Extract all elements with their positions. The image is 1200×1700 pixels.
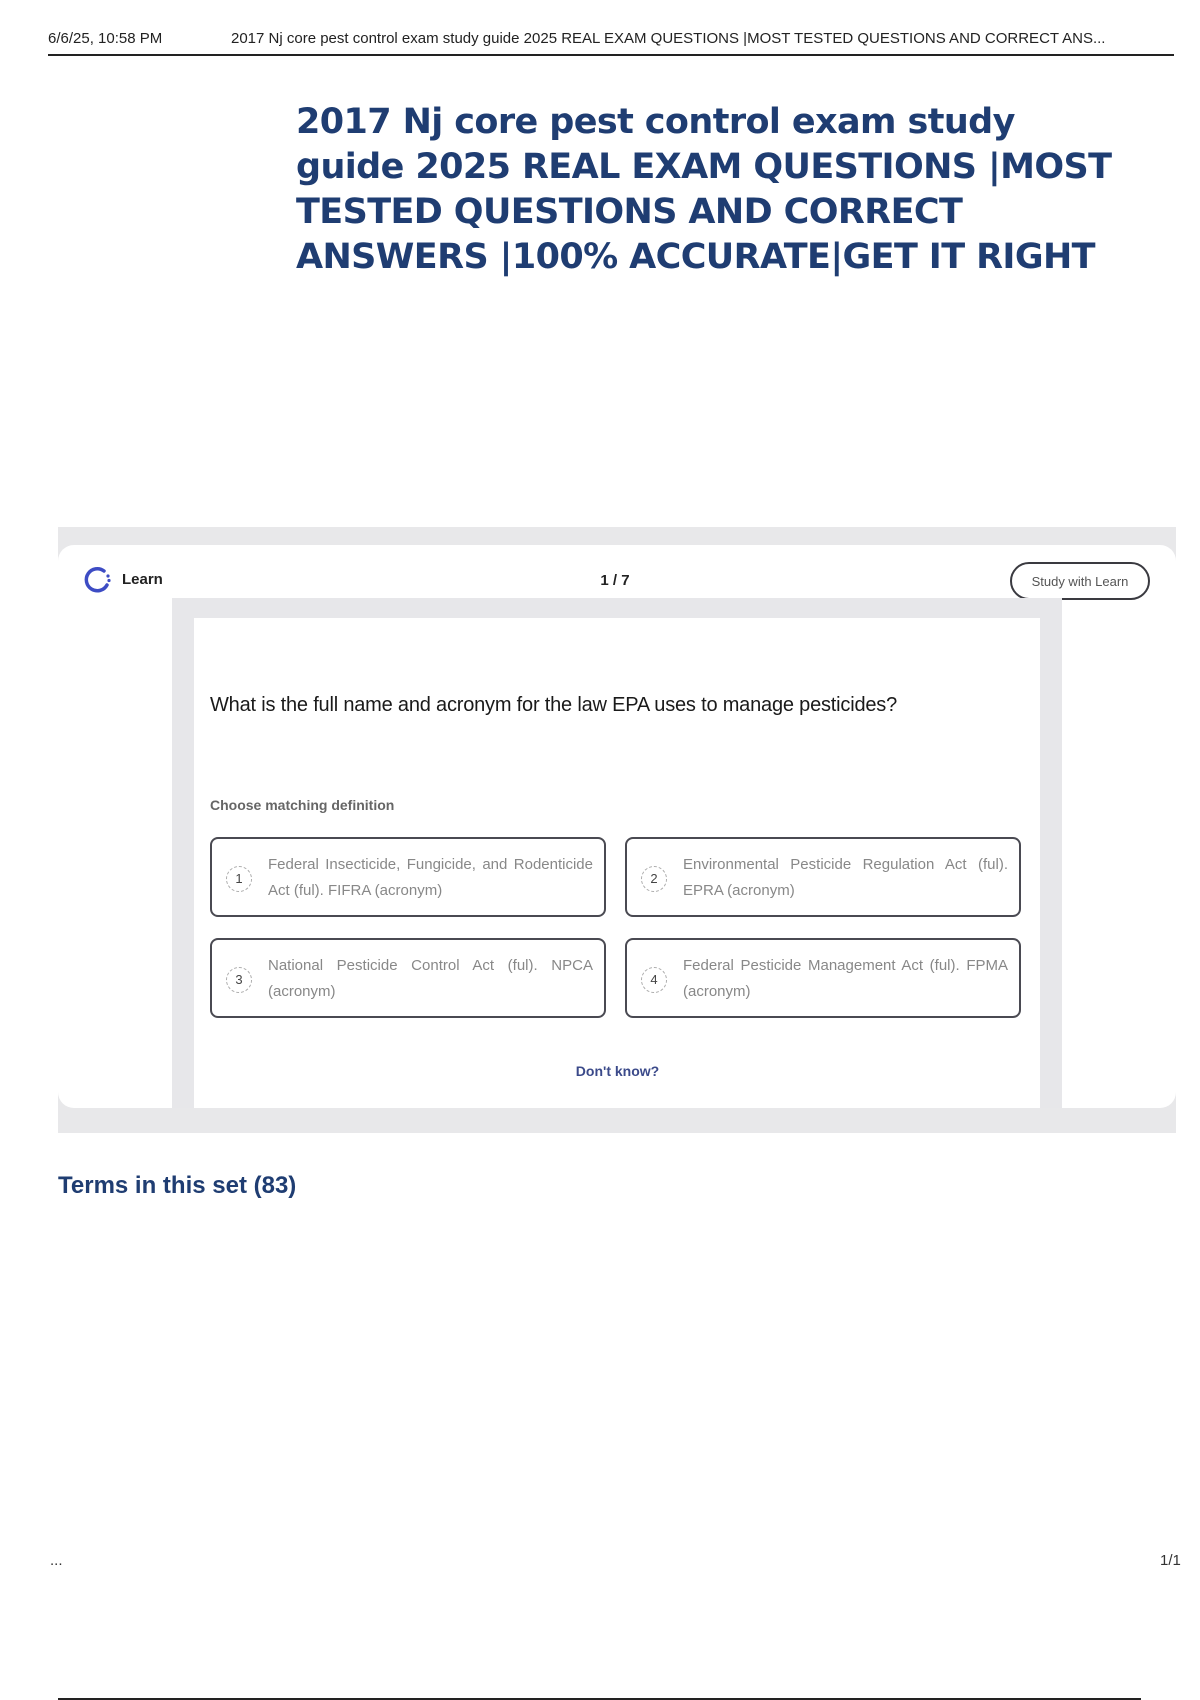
option-number-badge: 4: [641, 967, 667, 993]
answer-option-2[interactable]: [625, 837, 1021, 917]
print-footer-url: ...: [50, 1552, 63, 1569]
learn-icon: [82, 565, 112, 595]
dont-know-link[interactable]: Don't know?: [575, 1063, 660, 1079]
question-progress: 1 / 7: [600, 572, 630, 589]
option-text: Environmental Pesticide Regulation Act (ful). EPRA (acronym): [683, 856, 1008, 899]
print-header: [48, 28, 1174, 56]
option-number-badge: 1: [226, 866, 252, 892]
learn-label: Learn: [122, 571, 163, 588]
question-text: What is the full name and acronym for the law EPA uses to manage pesticides?: [210, 694, 898, 716]
study-with-learn-button[interactable]: Study with Learn: [1010, 562, 1150, 600]
page-title: 2017 Nj core pest control exam study guide 2025 REAL EXAM QUESTIONS |MOST TESTED QUESTIONS AND CORRECT ANSWERS |100% ACCURATE|GET IT RIGHT: [296, 102, 1112, 277]
option-number-badge: 3: [226, 967, 252, 993]
answer-option-3[interactable]: [210, 938, 606, 1018]
print-document-title: 2017 Nj core pest control exam study guide 2025 REAL EXAM QUESTIONS |MOST TESTED QUESTIONS AND CORRECT ANS...: [231, 30, 1106, 47]
option-text: Federal Pesticide Management Act (ful). FPMA (acronym): [683, 957, 1008, 1000]
print-date: 6/6/25, 10:58 PM: [48, 30, 163, 47]
option-text: National Pesticide Control Act (ful). NPCA (acronym): [268, 957, 593, 1000]
answer-option-4[interactable]: [625, 938, 1021, 1018]
terms-heading: Terms in this set (83): [58, 1172, 297, 1199]
choose-definition-label: Choose matching definition: [210, 797, 395, 813]
print-page-number: 1/1: [1160, 1552, 1181, 1569]
option-number-badge: 2: [641, 866, 667, 892]
option-text: Federal Insecticide, Fungicide, and Rodenticide Act (ful). FIFRA (acronym): [268, 856, 593, 899]
answer-option-1[interactable]: [210, 837, 606, 917]
